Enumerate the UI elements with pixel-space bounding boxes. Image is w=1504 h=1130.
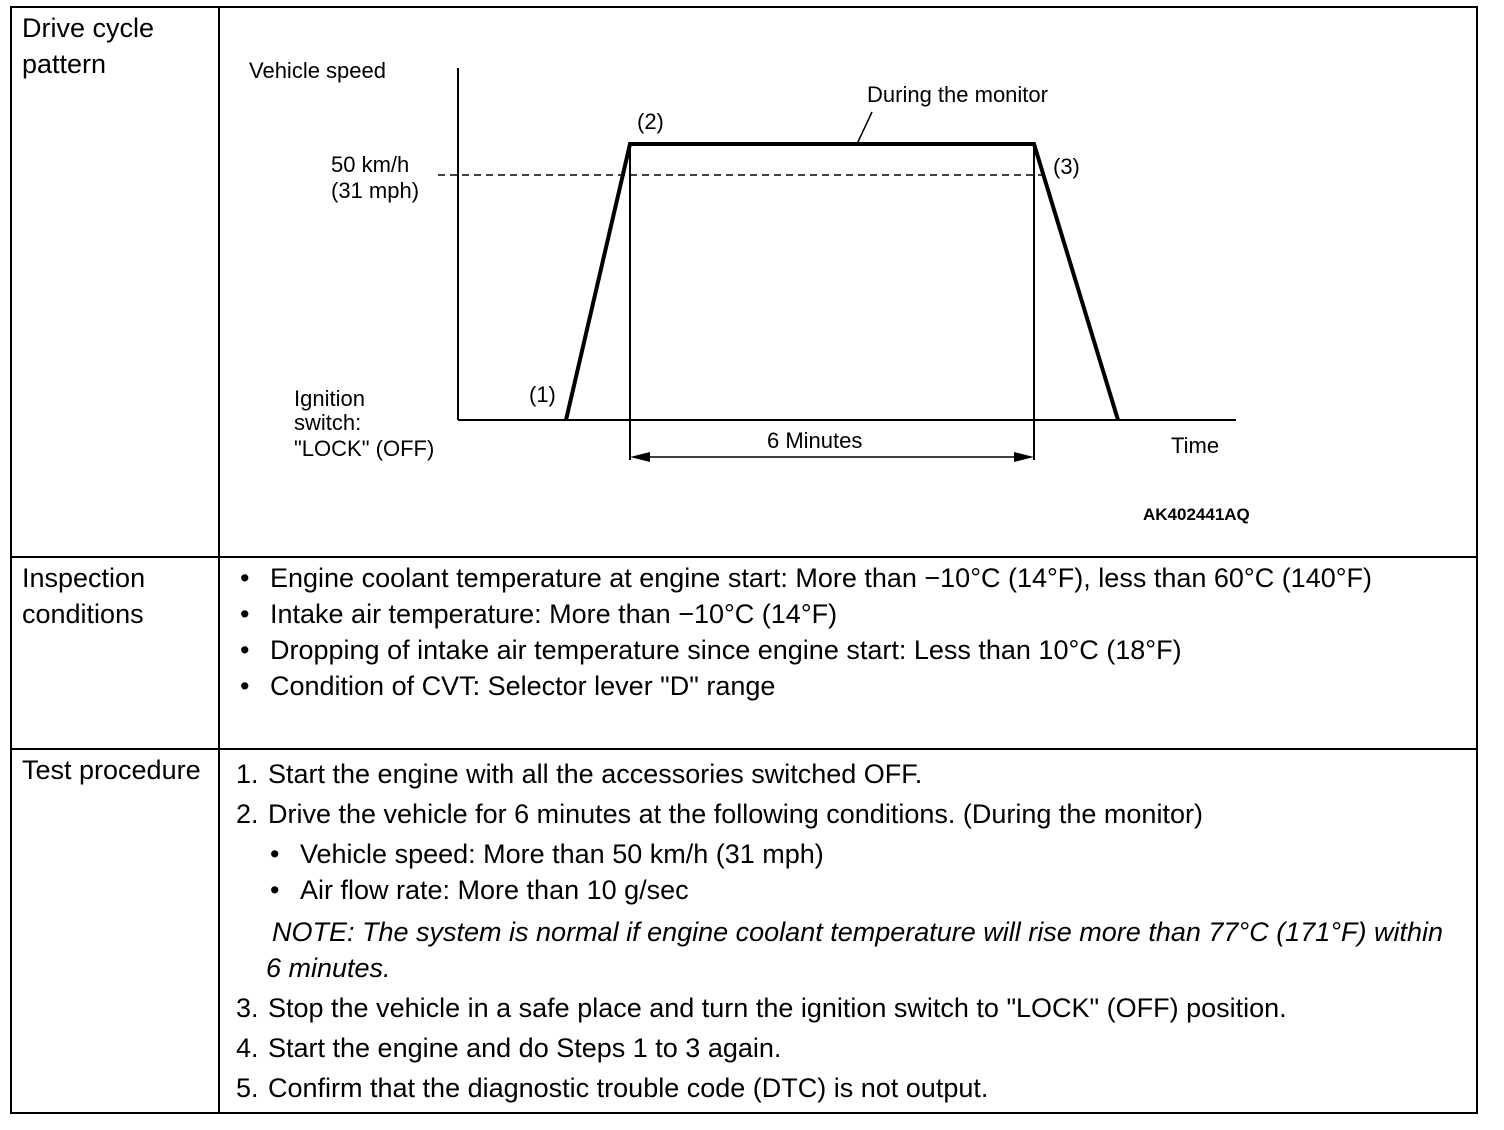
test-procedure-steps-continued [232, 990, 1462, 1106]
inspection-conditions-list [232, 560, 1462, 704]
drive-cycle-label: Drive cycle pattern [22, 13, 155, 79]
x-axis-label: Time [1171, 433, 1220, 458]
step-text: Start the engine and do Steps 1 to 3 again. [268, 1033, 782, 1063]
step-number: 1. [236, 759, 259, 789]
step-text: Drive the vehicle for 6 minutes at the following conditions. (During the monitor) [268, 799, 1203, 829]
step-item [232, 796, 1462, 832]
test-procedure-label: Test procedure [22, 755, 201, 785]
step-number: 4. [236, 1033, 259, 1063]
list-item: • Condition of CVT: Selector lever "D" range [232, 668, 1462, 704]
step-number: 3. [236, 993, 259, 1023]
point-3-label: (3) [1053, 154, 1080, 179]
list-item: • Engine coolant temperature at engine start: More than −10°C (14°F), less than 60°C (140°F) [232, 560, 1462, 596]
list-item: • Air flow rate: More than 10 g/sec [232, 872, 1462, 908]
speed-label-line2: (31 mph) [331, 178, 420, 203]
note-text: NOTE: The system is normal if engine coolant temperature will rise more than 77°C (171°F) within 6 minutes. [266, 917, 1444, 983]
ignition-label-line2: switch: [294, 410, 362, 435]
drive-cycle-diagram [218, 8, 1476, 556]
step-item [232, 990, 1462, 1026]
step-item [232, 756, 1462, 792]
row-divider-1 [12, 556, 1476, 558]
list-item: • Dropping of intake air temperature since engine start: Less than 10°C (18°F) [232, 632, 1462, 668]
row-divider-2 [12, 748, 1476, 750]
step-number: 2. [236, 799, 259, 829]
test-procedure-cell [232, 756, 1462, 1110]
speed-label-line1: 50 km/h [331, 152, 410, 177]
ignition-label-line3: "LOCK" (OFF) [294, 436, 435, 461]
test-procedure-steps [232, 756, 1462, 832]
step-text: Start the engine with all the accessories switched OFF. [268, 759, 923, 789]
step-2-conditions [232, 836, 1462, 908]
speed-profile [566, 144, 1118, 420]
step-number: 5. [236, 1073, 259, 1103]
monitor-leader [857, 112, 872, 144]
monitor-label: During the monitor [867, 82, 1048, 107]
figure-id: AK402441AQ [1143, 505, 1250, 524]
inspection-conditions-cell [232, 560, 1462, 704]
list-item: • Intake air temperature: More than −10°C (14°F) [232, 596, 1462, 632]
duration-arrow-right-head [1014, 452, 1034, 462]
step-item [232, 1070, 1462, 1106]
drive-cycle-table [10, 6, 1478, 1114]
step-text: Stop the vehicle in a safe place and turn the ignition switch to "LOCK" (OFF) position. [268, 993, 1287, 1023]
point-1-label: (1) [529, 382, 556, 407]
duration-arrow-left-head [630, 452, 650, 462]
list-item: • Vehicle speed: More than 50 km/h (31 mph) [232, 836, 1462, 872]
y-axis-label: Vehicle speed [249, 58, 386, 83]
ignition-label-line1: Ignition [294, 386, 365, 411]
step-item [232, 1030, 1462, 1066]
step-text: Confirm that the diagnostic trouble code (DTC) is not output. [268, 1073, 989, 1103]
inspection-conditions-label: Inspection conditions [22, 563, 146, 629]
point-2-label: (2) [637, 109, 664, 134]
duration-label: 6 Minutes [767, 428, 863, 453]
